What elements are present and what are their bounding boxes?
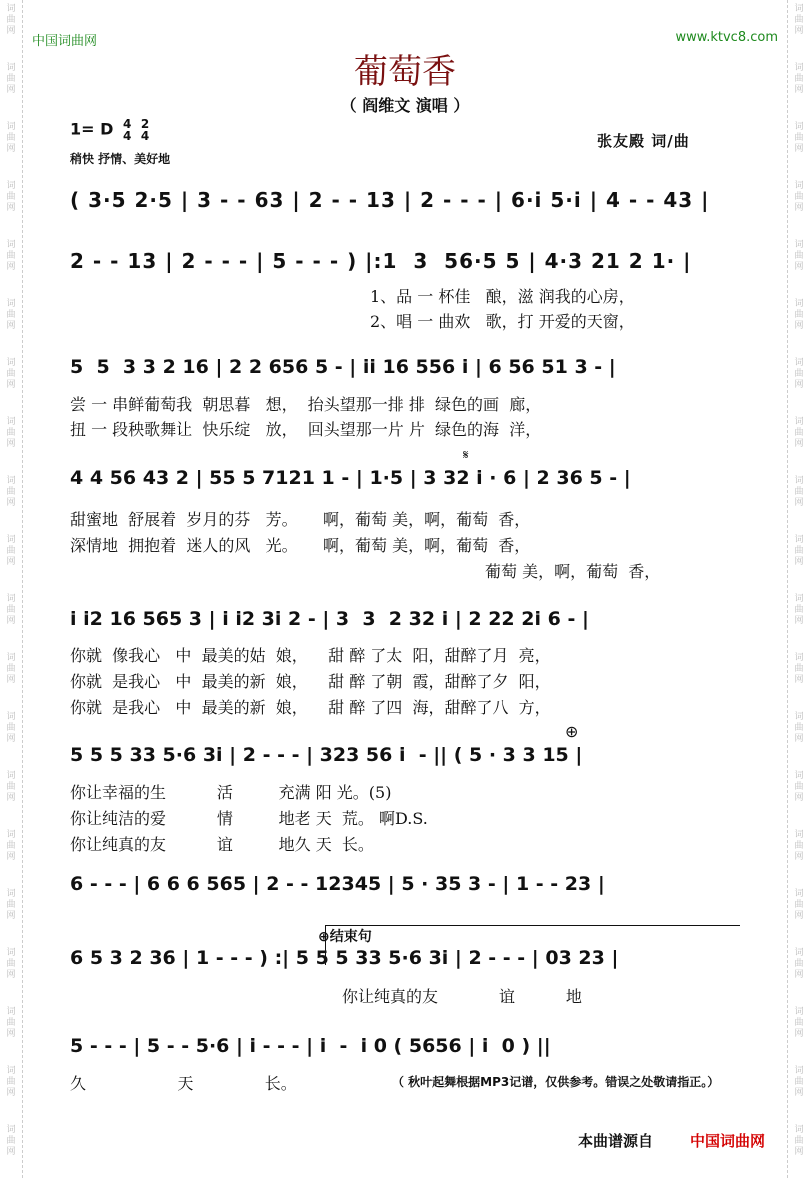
side-watermark-right: 词 曲 网	[794, 476, 804, 508]
side-watermark-left: 词 曲 网	[6, 181, 16, 213]
lyric-line-5-verse-3: 你就 是我心 中 最美的新 娘， 甜 醉 了四 海，甜醉了八 方，	[70, 698, 551, 717]
lyric-line-6-verse-2: 你让纯洁的爱 情 地老 天 荒。 啊D.S.	[70, 809, 428, 828]
side-watermark-right: 词 曲 网	[794, 181, 804, 213]
song-title: 葡萄香	[354, 52, 456, 92]
side-watermark-left: 词 曲 网	[6, 476, 16, 508]
lyric-line-5-verse-1: 你就 像我心 中 最美的姑 娘， 甜 醉 了太 阳，甜醉了月 亮，	[70, 646, 551, 665]
side-watermark-left: 词 曲 网	[6, 1007, 16, 1039]
side-watermark-right: 词 曲 网	[794, 1125, 804, 1157]
side-watermark-left: 词 曲 网	[6, 63, 16, 95]
lyric-line-3-verse-2: 扭 一 段秧歌舞让 快乐绽 放， 回头望那一片 片 绿色的海 洋，	[70, 420, 542, 439]
side-watermark-left: 词 曲 网	[6, 4, 16, 36]
side-watermark-right: 词 曲 网	[794, 417, 804, 449]
lyric-line-4-verse-3: 葡萄 美，啊，葡萄 香，	[485, 562, 661, 581]
time-signature-2	[141, 118, 149, 142]
score-line-4: 4 4 56 43 2 | 55 5 7121 1 - | 1·5 | 3 32 i · 6 | 2 36 5 - |	[70, 467, 631, 489]
lyric-line-9-verse-1: 久 天 长。	[70, 1074, 297, 1093]
side-watermark-right: 词 曲 网	[794, 1066, 804, 1098]
score-line-6: 5 5 5 33 5·6 3i | 2 - - - | 323 56 i - || ( 5 · 3 3 15 |	[70, 744, 583, 766]
time-signature-1	[123, 118, 131, 142]
time-sig-2-top: 2	[140, 117, 150, 131]
lyric-line-6-verse-1: 你让幸福的生 活 充满 阳 光。(5)	[70, 783, 392, 802]
score-line-3: 5 5 3 3 2 16 | 2 2 656 5 - | ii 16 556 i | 6 56 51 3 - |	[70, 356, 616, 378]
tempo-marking: 稍快 抒情、美好地	[70, 152, 171, 166]
lyric-line-6-verse-3: 你让纯真的友 谊 地久 天 长。	[70, 835, 374, 854]
time-sig-2-bottom: 4	[140, 129, 150, 143]
footer-source-label: 本曲谱源自	[578, 1132, 654, 1150]
left-margin-border	[0, 0, 23, 1178]
footer-site-link[interactable]: 中国词曲网	[690, 1132, 766, 1150]
side-watermark-left: 词 曲 网	[6, 240, 16, 272]
score-line-7: 6 - - - | 6 6 6 565 | 2 - - 12345 | 5 · 35 3 - | 1 - - 23 |	[70, 873, 605, 895]
lyric-line-3-verse-1: 尝 一 串鲜葡萄我 朝思暮 想， 抬头望那一排 排 绿色的画 廊，	[70, 395, 542, 414]
score-line-1: ( 3·5 2·5 | 3 - - 63 | 2 - - 13 | 2 - - - | 6·i 5·i | 4 - - 43 |	[70, 188, 710, 212]
side-watermark-left: 词 曲 网	[6, 771, 16, 803]
side-watermark-right: 词 曲 网	[794, 240, 804, 272]
key-label: 1= D	[70, 119, 114, 139]
time-sig-1-bottom: 4	[122, 129, 132, 143]
lyric-line-8-verse-1: 你让纯真的友 谊 地	[342, 987, 582, 1006]
side-watermark-left: 词 曲 网	[6, 417, 16, 449]
side-watermark-left: 词 曲 网	[6, 535, 16, 567]
side-watermark-right: 词 曲 网	[794, 771, 804, 803]
side-watermark-left: 词 曲 网	[6, 653, 16, 685]
right-margin-border	[787, 0, 810, 1178]
transcription-note: （ 秋叶起舞根据MP3记谱，仅供参考。错误之处敬请指正。）	[392, 1075, 720, 1089]
side-watermark-right: 词 曲 网	[794, 535, 804, 567]
lyric-line-4-verse-2: 深情地 拥抱着 迷人的风 光。 啊，葡萄 美，啊，葡萄 香，	[70, 536, 531, 555]
lyric-line-2-verse-1: 1、品 一 杯佳 酿，滋 润我的心房，	[370, 287, 635, 306]
side-watermark-right: 词 曲 网	[794, 122, 804, 154]
side-watermark-left: 词 曲 网	[6, 358, 16, 390]
side-watermark-left: 词 曲 网	[6, 889, 16, 921]
side-watermark-left: 词 曲 网	[6, 122, 16, 154]
segno-sign: 𝄋	[463, 448, 469, 463]
site-name-left[interactable]: 中国词曲网	[32, 34, 98, 49]
side-watermark-left: 词 曲 网	[6, 1066, 16, 1098]
coda-sign: ⊕	[565, 722, 579, 741]
lyric-line-4-verse-1: 甜蜜地 舒展着 岁月的芬 芳。 啊，葡萄 美，啊，葡萄 香，	[70, 510, 531, 529]
ending-bracket-line	[325, 925, 740, 926]
lyric-line-2-verse-2: 2、唱 一 曲欢 歌，打 开爱的天窗，	[370, 312, 635, 331]
score-line-5: i i2 16 565 3 | i i2 3i 2 - | 3 3 2 32 i | 2 22 2i 6 - |	[70, 608, 589, 630]
performer-line: （ 阎维文 演唱 ）	[340, 96, 470, 115]
side-watermark-right: 词 曲 网	[794, 889, 804, 921]
score-line-9: 5 - - - | 5 - - 5·6 | i - - - | i - i 0 ( 5656 | i 0 ) ||	[70, 1035, 551, 1057]
composer-credit: 张友殿 词/曲	[597, 132, 690, 150]
side-watermark-left: 词 曲 网	[6, 594, 16, 626]
side-watermark-left: 词 曲 网	[6, 712, 16, 744]
side-watermark-right: 词 曲 网	[794, 4, 804, 36]
score-line-8: 6 5 3 2 36 | 1 - - - ) :| 5 5 5 33 5·6 3i | 2 - - - | 03 23 |	[70, 947, 619, 969]
lyric-line-5-verse-2: 你就 是我心 中 最美的新 娘， 甜 醉 了朝 霞，甜醉了夕 阳，	[70, 672, 551, 691]
side-watermark-right: 词 曲 网	[794, 594, 804, 626]
side-watermark-left: 词 曲 网	[6, 1125, 16, 1157]
side-watermark-left: 词 曲 网	[6, 299, 16, 331]
time-sig-1-top: 4	[122, 117, 132, 131]
side-watermark-right: 词 曲 网	[794, 1007, 804, 1039]
side-watermark-left: 词 曲 网	[6, 948, 16, 980]
coda-ending-label: ⊕结束句	[318, 929, 372, 945]
score-line-2: 2 - - 13 | 2 - - - | 5 - - - ) |:1 3 56·5 5 | 4·3 21 2 1· |	[70, 249, 692, 273]
side-watermark-right: 词 曲 网	[794, 948, 804, 980]
key-signature	[70, 118, 149, 142]
side-watermark-right: 词 曲 网	[794, 299, 804, 331]
side-watermark-right: 词 曲 网	[794, 830, 804, 862]
site-url-right[interactable]: www.ktvc8.com	[675, 30, 778, 45]
side-watermark-right: 词 曲 网	[794, 63, 804, 95]
side-watermark-right: 词 曲 网	[794, 358, 804, 390]
side-watermark-right: 词 曲 网	[794, 712, 804, 744]
side-watermark-left: 词 曲 网	[6, 830, 16, 862]
side-watermark-right: 词 曲 网	[794, 653, 804, 685]
